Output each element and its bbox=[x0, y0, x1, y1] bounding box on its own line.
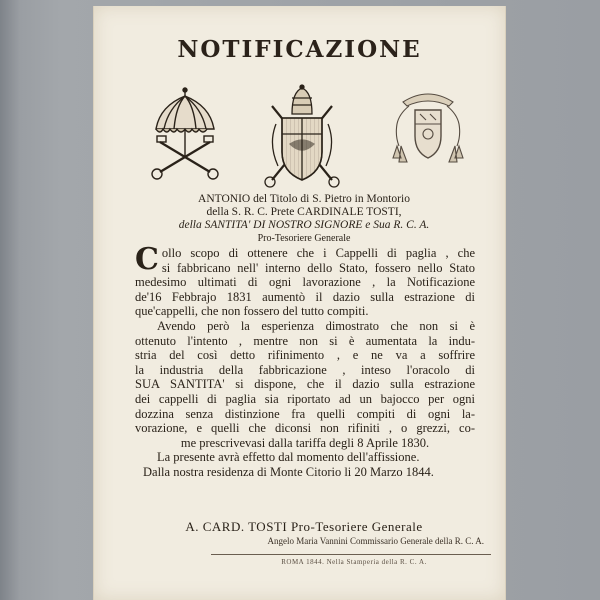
heading-line-4: Pro-Tesoriere Generale bbox=[257, 233, 351, 244]
paragraph-1-line: de'16 Febbrajo 1831 aumentò il dazio sulla estrazione di bbox=[135, 289, 475, 304]
countersignature-line: Angelo Maria Vannini Commissario Generale della R. C. A. bbox=[267, 536, 484, 546]
umbraculum-crossed-keys-icon bbox=[148, 84, 222, 188]
notice-body bbox=[135, 242, 475, 480]
paragraph-2-line: dozzina senza distinzione fra quelli compiti di ogni la- bbox=[135, 406, 475, 421]
paragraph-2-line: la industria della fabbricazione , inteso l'oracolo di bbox=[135, 362, 475, 377]
paragraph-2-line: stria del così detto rifinimento , e ne va a soffrire bbox=[135, 348, 475, 363]
paragraph-1-line: si fabbricano nell' interno dello Stato, fossero nello Stato bbox=[161, 260, 475, 275]
heading-line-2: della S. R. C. Prete CARDINALE TOSTI, bbox=[206, 206, 402, 218]
printer-imprint: ROMA 1844. Nella Stamperia della R. C. A. bbox=[281, 558, 427, 566]
paragraph-1-line: medesimo ultimati di ogni lavorazione , la Notificazione bbox=[135, 275, 475, 290]
papal-coat-of-arms-icon bbox=[262, 84, 342, 192]
cardinal-coat-of-arms-icon bbox=[389, 84, 467, 178]
paragraph-2-line: vorazione, e quelli che diconsi non rifiniti , o grezzi, co- bbox=[135, 421, 475, 436]
drop-cap: C bbox=[135, 242, 159, 277]
date-line: Dalla nostra residenza di Monte Citorio li 20 Marzo 1844. bbox=[143, 464, 434, 479]
paragraph-1-line: ollo scopo di ottenere che i Cappelli di paglia , che bbox=[161, 246, 475, 260]
paragraph-2-line: SUA SANTITA' si dispone, che il dazio sulla estrazione bbox=[135, 377, 475, 392]
notice-title: NOTIFICAZIONE bbox=[177, 36, 422, 63]
paragraph-2-line: dei cappelli di paglia sia riportato ad un bajocco per ogni bbox=[135, 391, 475, 406]
paragraph-1-line: que'cappelli, che non fossero del tutto compiti. bbox=[135, 304, 369, 319]
heading-line-1: ANTONIO del Titolo di S. Pietro in Montorio bbox=[198, 193, 410, 205]
signature-line: A. CARD. TOSTI Pro-Tesoriere Generale bbox=[185, 519, 423, 534]
heading-line-3: della SANTITA' DI NOSTRO SIGNORE e Sua R. C. A. bbox=[178, 219, 430, 231]
paragraph-3-line: La presente avrà effetto dal momento dell'affissione. bbox=[157, 450, 420, 465]
printed-notice-sheet bbox=[93, 6, 506, 600]
paragraph-2-line: me prescrivevasi dalla tariffa degli 8 Aprile 1830. bbox=[180, 435, 430, 450]
footer-divider bbox=[211, 554, 491, 555]
paragraph-2-line: Avendo però la esperienza dimostrato che non si è bbox=[157, 318, 475, 333]
issuer-heading bbox=[154, 193, 454, 245]
paragraph-2-line: ottenuto l'intento , mentre non si è aumentata la indu- bbox=[135, 333, 475, 348]
